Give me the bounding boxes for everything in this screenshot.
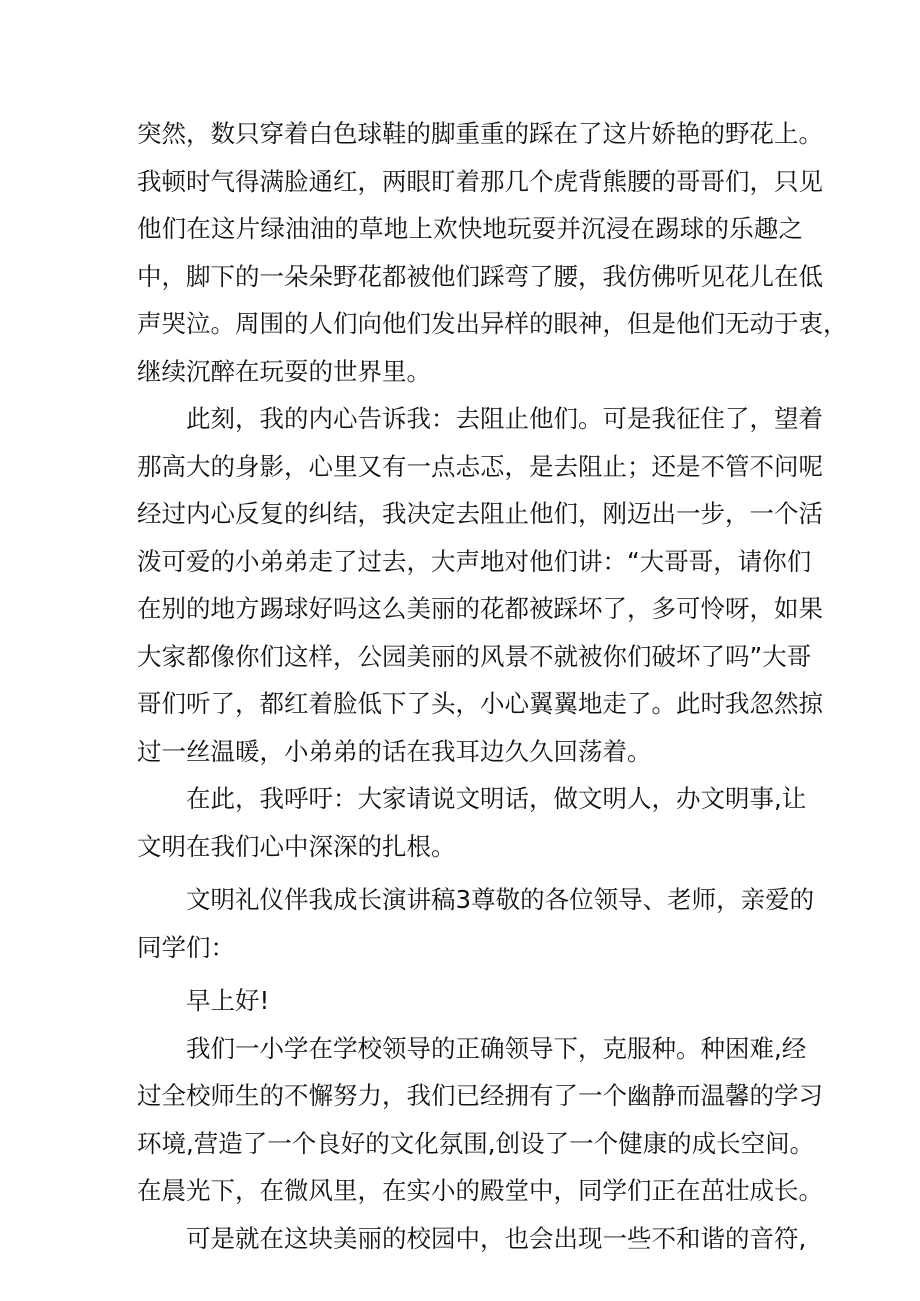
text-line: 哥们听了，都红着脸低下了头，小心翼翼地走了。此时我忽然掠 xyxy=(137,689,823,718)
text-line: 环境,营造了一个良好的文化氛围,创设了一个健康的成长空间。 xyxy=(137,1128,815,1158)
text-line: 此刻，我的内心告诉我：去阻止他们。可是我征住了，望着 xyxy=(186,404,823,433)
text-line: 继续沉醉在玩耍的世界里。 xyxy=(137,356,431,386)
text-line: 文明礼仪伴我成长演讲稿3尊敬的各位领导、老师，亲爱的 xyxy=(186,885,815,914)
paragraph-6 xyxy=(137,1025,823,1215)
text-line: 那高大的身影，心里又有一点忐忑，是去阻止；还是不管不问呢 xyxy=(137,451,823,481)
text-line: 泼可爱的小弟弟走了过去，大声地对他们讲：“大哥哥，请你们 xyxy=(137,546,812,576)
document-body xyxy=(137,110,848,1262)
text-line: 经过内心反复的纠结，我决定去阻止他们，刚迈出一步，一个活 xyxy=(137,499,823,528)
paragraph-3 xyxy=(137,775,807,870)
text-line: 中，脚下的一朵朵野花都被他们踩弯了腰，我仿佛听见花儿在低 xyxy=(137,261,823,291)
text-line: 可是就在这块美丽的校园中，也会出现一些不和谐的音符, xyxy=(186,1223,807,1253)
text-line: 突然，数只穿着白色球鞋的脚重重的踩在了这片娇艳的野花上。 xyxy=(137,119,823,148)
paragraph-2 xyxy=(137,395,823,775)
text-line: 我顿时气得满脸通红，两眼盯着那几个虎背熊腰的哥哥们，只见 xyxy=(137,166,823,196)
paragraph-7 xyxy=(137,1215,807,1263)
text-line: 过全校师生的不懈努力，我们已经拥有了一个幽静而温馨的学习 xyxy=(137,1081,823,1110)
text-line: 在此，我呼吁：大家请说文明话，做文明人，办文明事,让 xyxy=(186,784,807,813)
text-line: 同学们： xyxy=(137,932,235,962)
text-line: 我们一小学在学校领导的正确领导下，克服种。种困难,经 xyxy=(186,1033,807,1063)
text-line: 他们在这片绿油油的草地上欢快地玩耍并沉浸在踢球的乐趣之 xyxy=(137,214,803,243)
text-line: 早上好! xyxy=(186,986,270,1015)
text-line: 文明在我们心中深深的扎根。 xyxy=(137,831,456,861)
text-line: 大家都像你们这样，公园美丽的风景不就被你们破坏了吗”大哥 xyxy=(137,641,812,671)
text-line: 在别的地方踢球好吗这么美丽的花都被踩坏了，多可怜呀，如果 xyxy=(137,594,823,623)
text-line: 过一丝温暖，小弟弟的话在我耳边久久回荡着。 xyxy=(137,736,652,766)
paragraph-4 xyxy=(137,876,815,971)
text-line: 声哭泣。周围的人们向他们发出异样的眼神，但是他们无动于衷， xyxy=(137,309,848,338)
paragraph-5 xyxy=(137,977,803,1025)
paragraph-1 xyxy=(137,110,848,395)
text-line: 在晨光下，在微风里，在实小的殿堂中，同学们正在茁壮成长。 xyxy=(137,1176,823,1205)
